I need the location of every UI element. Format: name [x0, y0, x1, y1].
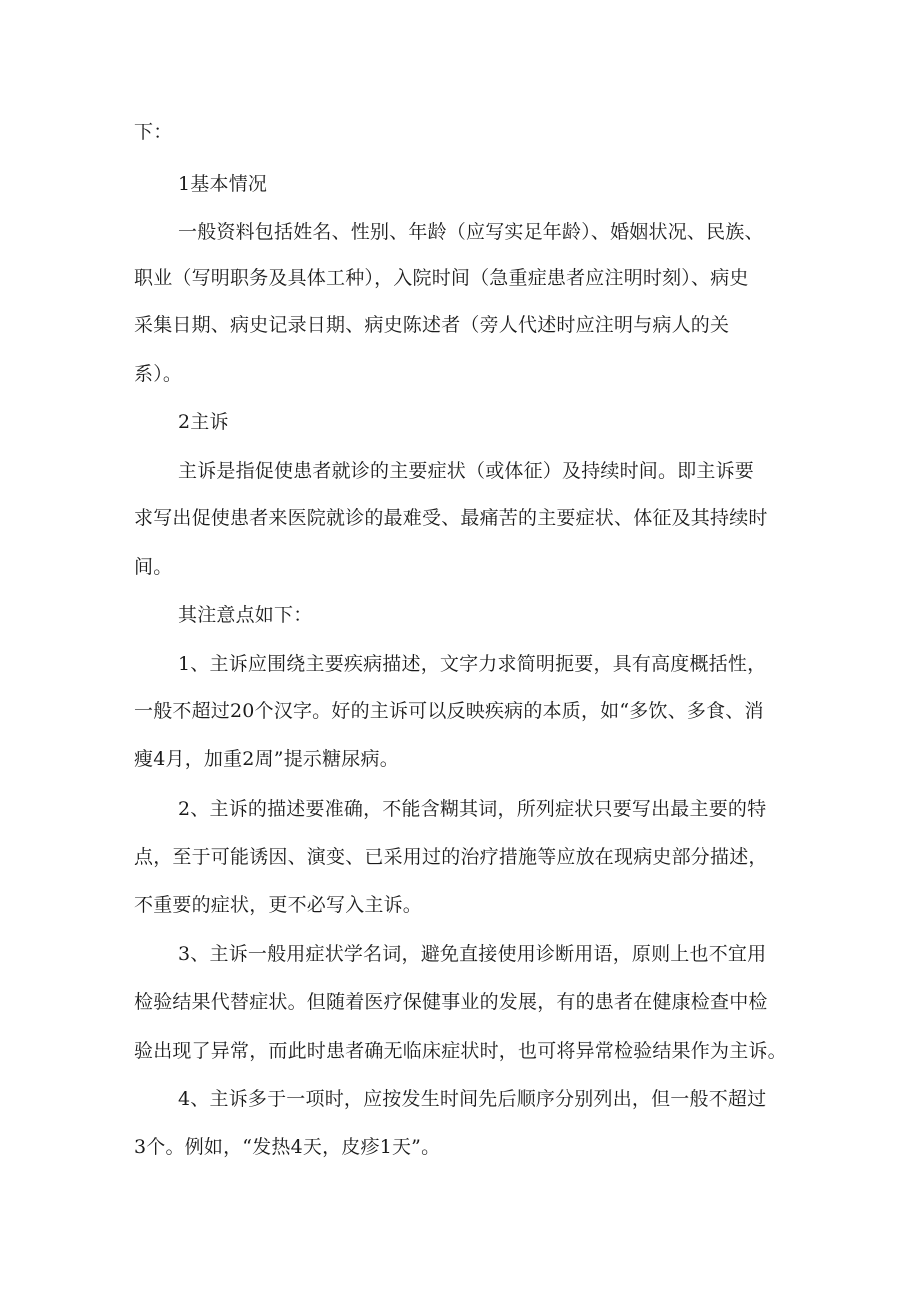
text-line: 其注意点如下： — [178, 604, 313, 626]
text-line: 间。 — [134, 556, 173, 578]
text-line: 一般资料包括姓名、性别、年龄（应写实足年龄）、婚姻状况、民族、 — [178, 221, 764, 243]
text-line: 不重要的症状，更不必写入主诉。 — [134, 894, 423, 916]
text-line: 职业（写明职务及具体工种），入院时间（急重症患者应注明时刻）、病史 — [134, 267, 749, 289]
text-line: 4、主诉多于一项时，应按发生时间先后顺序分别列出，但一般不超过 — [178, 1088, 767, 1110]
text-line: 瘦4月，加重2周”提示糖尿病。 — [134, 748, 399, 770]
text-line: 1、主诉应围绕主要疾病描述，文字力求简明扼要，具有高度概括性， — [178, 653, 767, 675]
text-line: 检验结果代替症状。但随着医疗保健事业的发展，有的患者在健康检查中检 — [134, 991, 768, 1013]
text-line: 2、主诉的描述要准确，不能含糊其词，所列症状只要写出最主要的特 — [178, 798, 767, 820]
text-line: 一般不超过20个汉字。好的主诉可以反映疾病的本质，如“多饮、多食、消 — [134, 700, 764, 722]
text-line: 3个。例如，“发热4天，皮疹1天”。 — [134, 1136, 441, 1158]
section-heading: 1基本情况 — [178, 173, 268, 195]
text-line: 3、主诉一般用症状学名词，避免直接使用诊断用语，原则上也不宜用 — [178, 943, 767, 965]
text-line: 系）。 — [134, 363, 183, 385]
text-line: 采集日期、病史记录日期、病史陈述者（旁人代述时应注明与病人的关 — [134, 314, 730, 336]
text-line: 下： — [134, 121, 173, 143]
text-line: 主诉是指促使患者就诊的主要症状（或体征）及持续时间。即主诉要 — [178, 460, 755, 482]
text-line: 求写出促使患者来医院就诊的最难受、最痛苦的主要症状、体征及其持续时 — [134, 507, 768, 529]
text-line: 验出现了异常，而此时患者确无临床症状时，也可将异常检验结果作为主诉。 — [134, 1040, 787, 1062]
section-heading: 2主诉 — [178, 411, 229, 433]
text-line: 点，至于可能诱因、演变、已采用过的治疗措施等应放在现病史部分描述， — [134, 846, 768, 868]
